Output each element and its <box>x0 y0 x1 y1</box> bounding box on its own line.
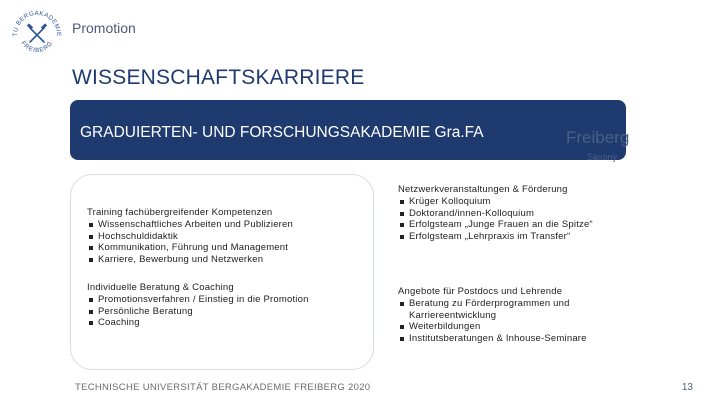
training-block <box>87 207 293 266</box>
banner-city: Freiberg <box>566 128 630 147</box>
list-item: Wissenschaftliches Arbeiten und Publizieren <box>87 219 293 231</box>
training-heading: Training fachübergreifender Kompetenzen <box>87 207 273 218</box>
list-item: Karriere, Bewerbung und Netzwerken <box>87 254 293 266</box>
section-label: Promotion <box>72 20 136 36</box>
list-item: Erfolgsteam „Junge Frauen an die Spitze“ <box>398 219 593 231</box>
list-item: Institutsberatungen & Inhouse-Seminare <box>398 333 587 345</box>
university-seal-logo <box>8 6 66 64</box>
page-number: 13 <box>681 382 693 393</box>
postdocs-heading: Angebote für Postdocs und Lehrende <box>398 286 563 297</box>
list-item-continuation: Karriereentwicklung <box>409 309 497 321</box>
postdocs-block <box>398 286 587 345</box>
list-item: Persönliche Beratung <box>87 306 309 318</box>
svg-text:TU BERGAKADEMIE: TU BERGAKADEMIE <box>11 9 63 37</box>
beratung-heading: Individuelle Beratung & Coaching <box>87 282 234 293</box>
beratung-block <box>87 282 309 329</box>
netzwerk-heading: Netzwerkveranstaltungen & Förderung <box>398 184 568 195</box>
list-item: Krüger Kolloquium <box>398 196 593 208</box>
list-item: Promotionsverfahren / Einstieg in die Promotion <box>87 294 309 306</box>
list-item: Beratung zu Förderprogrammen und <box>398 298 587 310</box>
banner-title: GRADUIERTEN- UND FORSCHUNGSAKADEMIE Gra.FA <box>80 124 484 141</box>
svg-text:FREIBERG: FREIBERG <box>19 39 55 55</box>
page-title: WISSENSCHAFTSKARRIERE <box>72 66 365 89</box>
list-item: Doktorand/innen-Kolloquium <box>398 208 593 220</box>
services-box <box>70 174 374 370</box>
footer-text: TECHNISCHE UNIVERSITÄT BERGAKADEMIE FREIBERG 2020 <box>75 382 371 393</box>
banner-country: Saxony <box>587 152 618 162</box>
list-item: Erfolgsteam „Lehrpraxis im Transfer“ <box>398 231 593 243</box>
list-item: Kommunikation, Führung und Management <box>87 242 293 254</box>
list-item: Coaching <box>87 317 309 329</box>
list-item: Hochschuldidaktik <box>87 231 293 243</box>
list-item: Weiterbildungen <box>398 321 587 333</box>
netzwerk-block <box>398 184 593 243</box>
